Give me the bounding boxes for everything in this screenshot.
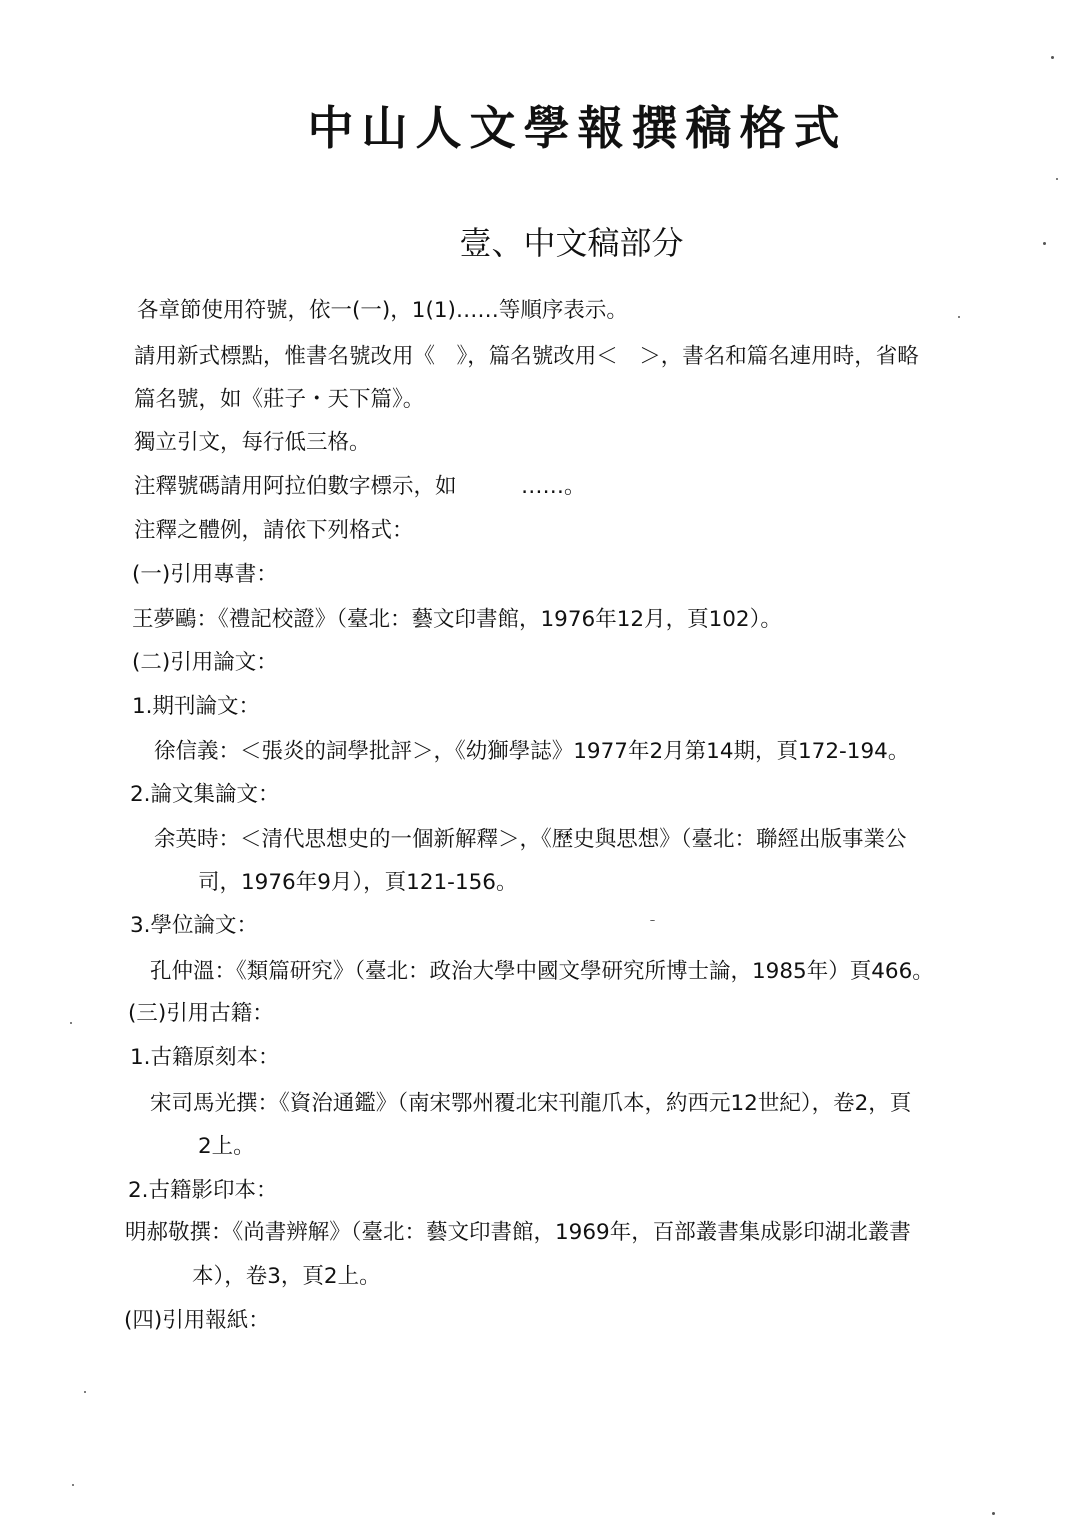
scan-speck bbox=[1043, 242, 1046, 245]
scan-speck bbox=[1051, 56, 1054, 59]
example-collection: 余英時：＜清代思想史的一個新解釋＞，《歷史與思想》（臺北：聯經出版事業公 bbox=[154, 827, 907, 852]
subheading-original-print: 1.古籍原刻本： bbox=[130, 1045, 280, 1070]
example-collection-cont: 司，1976年9月），頁121-156。 bbox=[198, 870, 518, 895]
rule-note-numbers: 注釋號碼請用阿拉伯數字標示，如 ……。 bbox=[134, 474, 586, 499]
heading-papers: (二)引用論文： bbox=[132, 650, 278, 675]
example-original-print: 宋司馬光撰：《資治通鑑》（南宋鄂州覆北宋刊龍爪本，約西元12世紀），卷2，頁 bbox=[150, 1091, 912, 1116]
section-title: 壹、中文稿部分 bbox=[459, 224, 684, 262]
subheading-journal: 1.期刊論文： bbox=[132, 694, 261, 719]
rule-punctuation: 請用新式標點，惟書名號改用《 》，篇名號改用＜ ＞，書名和篇名連用時，省略 bbox=[134, 344, 919, 369]
scan-speck bbox=[70, 1022, 72, 1024]
heading-newspapers: (四)引用報紙： bbox=[124, 1308, 270, 1333]
rule-punctuation-cont: 篇名號，如《莊子・天下篇》。 bbox=[134, 387, 425, 412]
example-thesis: 孔仲溫：《類篇研究》（臺北：政治大學中國文學研究所博士論，1985年）頁466。 bbox=[150, 959, 934, 984]
scan-speck bbox=[958, 316, 960, 318]
rule-section-symbols: 各章節使用符號，依一(一)，1(1)……等順序表示。 bbox=[137, 298, 628, 323]
subheading-thesis: 3.學位論文： bbox=[130, 913, 259, 938]
heading-classics: (三)引用古籍： bbox=[128, 1001, 274, 1026]
scan-speck bbox=[84, 1391, 86, 1393]
heading-books: (一)引用專書： bbox=[132, 562, 278, 587]
example-facsimile: 明郝敬撰：《尚書辨解》（臺北：藝文印書館，1969年，百部叢書集成影印湖北叢書 bbox=[125, 1220, 911, 1245]
subheading-collection: 2.論文集論文： bbox=[130, 782, 280, 807]
document-title: 中山人文學報撰稿格式 bbox=[307, 101, 848, 155]
scan-speck bbox=[1056, 178, 1058, 180]
example-book: 王夢鷗：《禮記校證》（臺北：藝文印書館，1976年12月，頁102）。 bbox=[132, 607, 782, 632]
example-facsimile-cont: 本），卷3，頁2上。 bbox=[192, 1264, 381, 1289]
example-journal: 徐信義：＜張炎的詞學批評＞，《幼獅學誌》1977年2月第14期，頁172-194。 bbox=[154, 739, 910, 764]
scan-speck bbox=[650, 920, 655, 921]
rule-note-format: 注釋之體例，請依下列格式： bbox=[134, 518, 414, 543]
subheading-facsimile: 2.古籍影印本： bbox=[128, 1178, 278, 1203]
scan-speck bbox=[992, 1512, 995, 1515]
scan-speck bbox=[72, 1484, 74, 1486]
example-original-print-cont: 2上。 bbox=[198, 1134, 255, 1159]
rule-block-quote: 獨立引文，每行低三格。 bbox=[134, 430, 371, 455]
